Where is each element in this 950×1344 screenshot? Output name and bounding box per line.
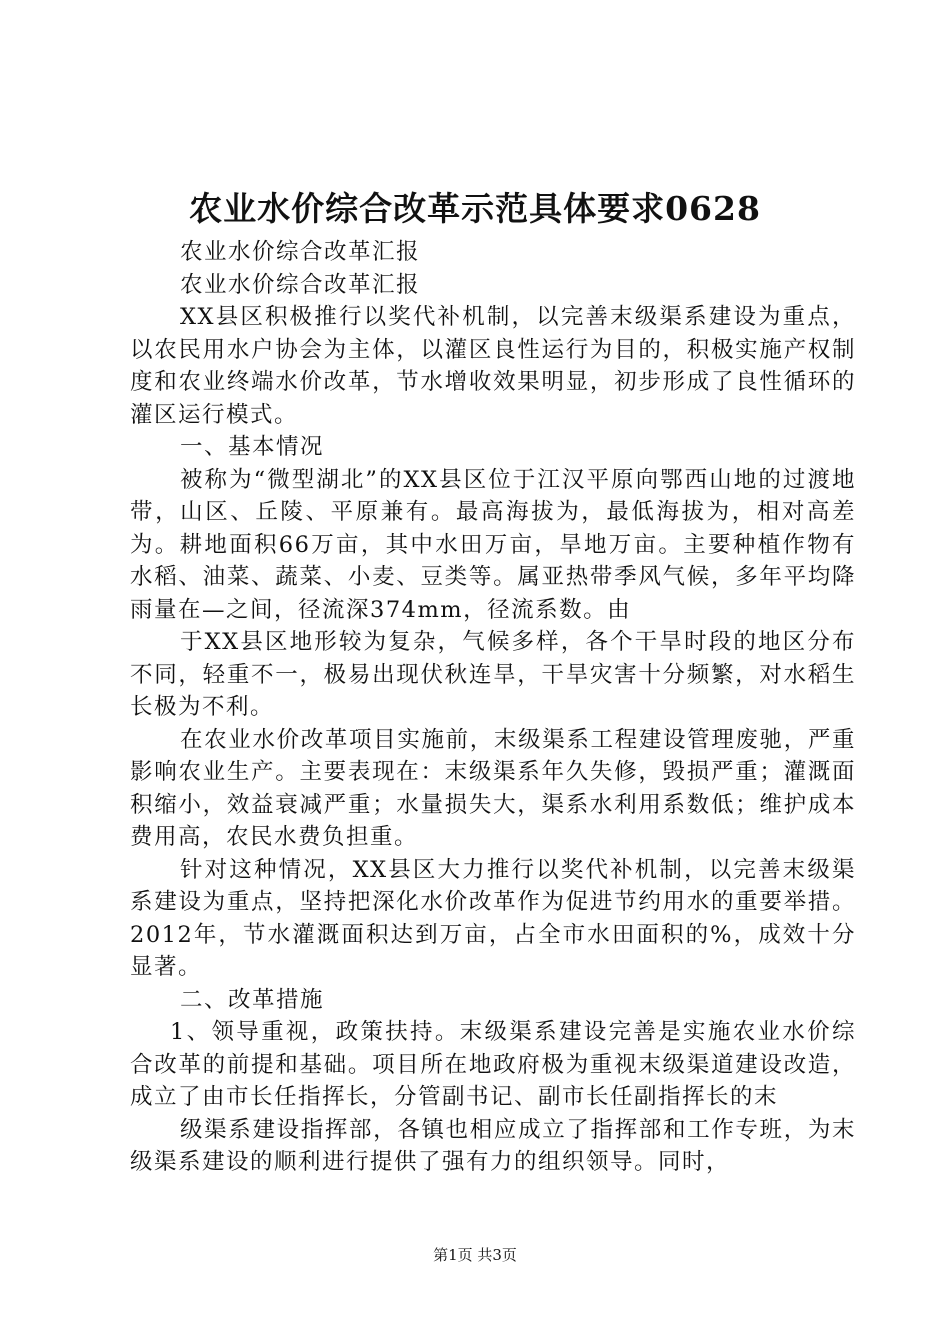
section-heading: 一、基本情况	[180, 434, 325, 460]
page-footer: 第1页 共3页	[433, 1246, 517, 1264]
document-title: 农业水价综合改革示范具体要求0628	[189, 189, 761, 228]
paragraph: 农业水价综合改革汇报	[180, 271, 421, 298]
paragraph: 于XX县区地形较为复杂，气候多样，各个干旱时段的地区分布不同，轻重不一，极易出现伏秋连旱，干旱灾害十分频繁，对水稻生长极为不利。	[130, 629, 856, 720]
paragraph: 被称为“微型湖北”的XX县区位于江汉平原向鄂西山地的过渡地带，山区、丘陵、平原兼有。最高海拔为，最低海拔为，相对高差为。耕地面积66万亩，其中水田万亩，旱地万亩。主要种植作物有水稻、油菜、蔬菜、小麦、豆类等。属亚热带季风气候，多年平均降雨量在—之间，径流深374mm，径流系数。由	[130, 466, 856, 623]
paragraph: 在农业水价改革项目实施前，末级渠系工程建设管理废驰，严重影响农业生产。主要表现在：末级渠系年久失修，毁损严重；灌溉面积缩小，效益衰减严重；水量损失大，渠系水利用系数低；维护成本费用高，农民水费负担重。	[130, 726, 856, 850]
paragraph: XX县区积极推行以奖代补机制，以完善末级渠系建设为重点，以农民用水户协会为主体，以灌区良性运行为目的，积极实施产权制度和农业终端水价改革，节水增收效果明显，初步形成了良性循环的灌区运行模式。	[130, 304, 856, 428]
paragraph: 针对这种情况，XX县区大力推行以奖代补机制，以完善末级渠系建设为重点，坚持把深化水价改革作为促进节约用水的重要举措。2012年，节水灌溉面积达到万亩，占全市水田面积的%，成效十分显著。	[130, 856, 856, 980]
paragraph: 1、领导重视，政策扶持。末级渠系建设完善是实施农业水价综合改革的前提和基础。项目所在地政府极为重视末级渠道建设改造，成立了由市长任指挥长，分管副书记、副市长任副指挥长的末	[130, 1019, 856, 1110]
paragraph: 级渠系建设指挥部，各镇也相应成立了指挥部和工作专班，为末级渠系建设的顺利进行提供了强有力的组织领导。同时，	[130, 1116, 856, 1175]
paragraph: 农业水价综合改革汇报	[180, 239, 421, 265]
section-heading: 二、改革措施	[180, 986, 325, 1013]
document-body	[130, 236, 856, 1179]
